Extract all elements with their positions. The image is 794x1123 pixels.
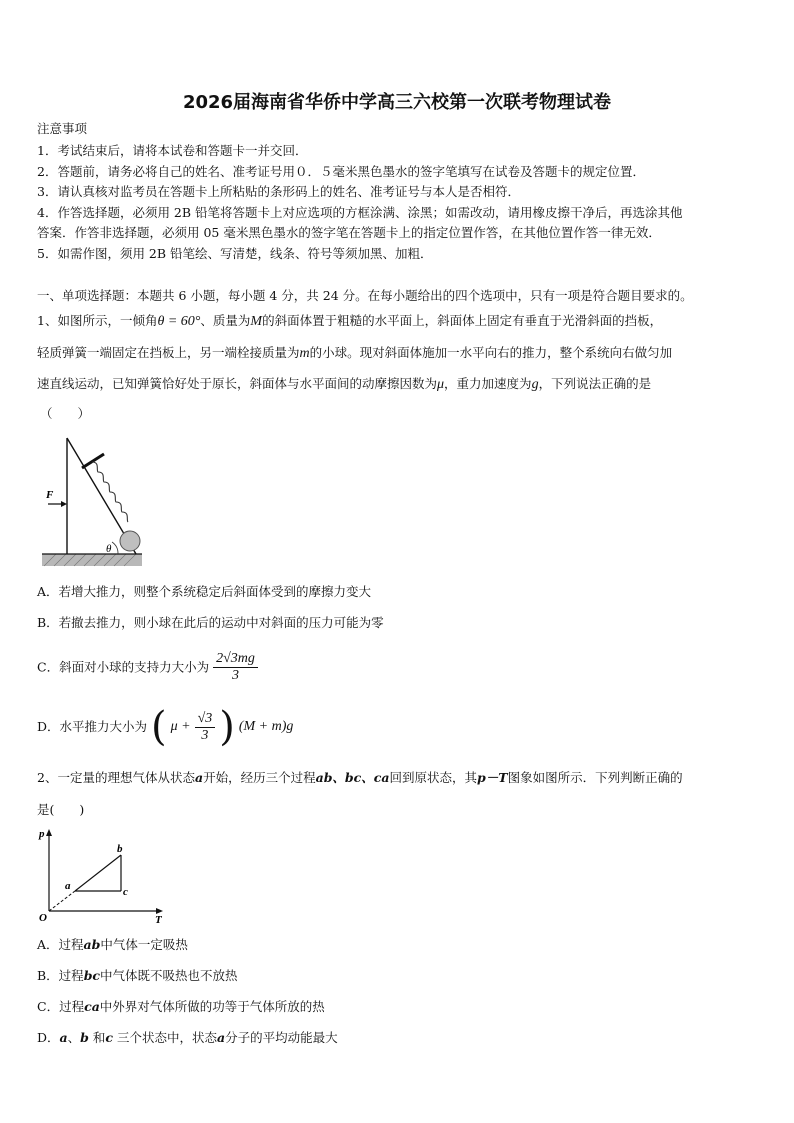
q2-pT: p－T xyxy=(477,770,508,785)
option-var: c xyxy=(105,1030,114,1045)
fraction-numerator: 2√3mg xyxy=(213,651,258,668)
q2-line-2: 是( ) xyxy=(37,802,85,817)
option-text: 三个状态中，状态 xyxy=(113,1030,217,1045)
fraction-denominator: 3 xyxy=(201,727,209,743)
q1-option-d xyxy=(37,704,294,750)
q2-option-a xyxy=(37,937,188,953)
notice-heading: 注意事项 xyxy=(37,121,88,136)
q1-figure xyxy=(40,432,155,572)
notice-item: 2．答题前，请务必将自己的姓名、准考证号用０．５毫米黑色墨水的签字笔填写在试卷及答题卡的规定位置． xyxy=(37,164,645,179)
option-text: 、 xyxy=(67,1030,81,1045)
option-text: 中气体既不吸热也不放热 xyxy=(100,968,238,983)
q1-option-a: A．若增大推力，则整个系统稳定后斜面体受到的摩擦力变大 xyxy=(37,584,372,599)
q2-text: 开始，经历三个过程 xyxy=(203,770,316,785)
label-T: T xyxy=(155,914,162,925)
q2-option-b xyxy=(37,968,238,984)
q2-line-1 xyxy=(37,770,683,786)
option-text: 中气体一定吸热 xyxy=(100,937,188,952)
option-mu: μ + xyxy=(170,719,191,734)
fraction xyxy=(213,651,258,684)
option-text: 分子的平均动能最大 xyxy=(225,1030,338,1045)
option-tail: (M + m)g xyxy=(238,719,294,734)
q1-m: m xyxy=(299,346,310,361)
notice-item: 3．请认真核对监考员在答题卡上所粘贴的条形码上的姓名、准考证号与本人是否相符． xyxy=(37,184,520,199)
option-text: A．过程 xyxy=(37,937,84,952)
label-a: a xyxy=(65,880,71,892)
label-O: O xyxy=(39,912,47,924)
option-var: bc xyxy=(83,968,101,983)
q1-g: g xyxy=(531,377,539,392)
left-paren: ( xyxy=(151,704,167,750)
option-text: 中外界对气体所做的功等于气体所放的热 xyxy=(99,999,325,1014)
dashed-extension xyxy=(49,891,75,911)
q2-text: 回到原状态，其 xyxy=(389,770,478,785)
q1-text: ，重力加速度为 xyxy=(444,376,532,391)
q2-processes: ab、bc、ca xyxy=(315,770,390,785)
q1-text: 速直线运动，已知弹簧恰好处于原长，斜面体与水平面间的动摩擦因数为 xyxy=(37,376,438,391)
option-var: a xyxy=(217,1030,226,1045)
force-arrow-head xyxy=(61,501,67,507)
q2-option-c xyxy=(37,999,325,1015)
process-ab xyxy=(75,855,121,891)
option-var: ca xyxy=(84,999,100,1014)
q1-option-b: B．若撤去推力，则小球在此后的运动中对斜面的压力可能为零 xyxy=(37,615,384,630)
label-F: F xyxy=(46,489,54,501)
q1-theta: θ = 60° xyxy=(157,314,201,329)
q2-option-d xyxy=(37,1030,338,1046)
option-var: b xyxy=(80,1030,89,1045)
q1-text: 、质量为 xyxy=(200,313,251,328)
option-text: B．过程 xyxy=(37,968,84,983)
q1-text: ，下列说法正确的是 xyxy=(538,376,652,391)
q2-var: a xyxy=(194,770,204,785)
q1-answer-blank: （ ） xyxy=(40,406,91,421)
q1-text: 的斜面体置于粗糙的水平面上，斜面体上固定有垂直于光滑斜面的挡板， xyxy=(262,313,663,328)
notice-item: 1．考试结束后，请将本试卷和答题卡一并交回． xyxy=(37,143,308,158)
ball xyxy=(120,531,140,551)
option-var: ab xyxy=(83,937,101,952)
label-p: p xyxy=(39,828,45,840)
q2-pT-graph xyxy=(35,825,170,925)
q1-line-1 xyxy=(37,313,662,330)
option-text: C．斜面对小球的支持力大小为 xyxy=(37,659,210,675)
q1-M: M xyxy=(250,314,263,329)
q1-mu: μ xyxy=(437,377,445,392)
option-text: C．过程 xyxy=(37,999,85,1014)
q1-text: 轻质弹簧一端固定在挡板上，另一端栓接质量为 xyxy=(37,345,300,360)
spring xyxy=(92,462,128,522)
notice-item: 5．如需作图，须用 2B 铅笔绘、写清楚，线条、符号等须加黑、加粗． xyxy=(37,246,433,261)
label-theta: θ xyxy=(106,543,112,555)
option-text: 和 xyxy=(88,1030,106,1045)
fraction xyxy=(195,711,216,744)
notice-item: 4．作答选择题，必须用 2B 铅笔将答题卡上对应选项的方框涂满、涂黑；如需改动，请用橡皮擦干净后，再选涂其他 xyxy=(37,205,683,220)
q1-option-c xyxy=(37,651,258,684)
label-c: c xyxy=(123,886,128,898)
option-text: D． xyxy=(37,1030,60,1045)
page-title: 2026届海南省华侨中学高三六校第一次联考物理试卷 xyxy=(182,92,612,113)
label-b: b xyxy=(117,843,123,855)
q1-text: 1、如图所示，一倾角 xyxy=(37,313,158,328)
fraction-numerator: √3 xyxy=(195,711,216,728)
q2-text: 2、一定量的理想气体从状态 xyxy=(37,770,195,785)
section-heading: 一、单项选择题：本题共 6 小题，每小题 4 分，共 24 分。在每小题给出的四个选项中，只有一项是符合题目要求的。 xyxy=(37,288,693,303)
option-text: D．水平推力大小为 xyxy=(37,719,148,734)
fraction-denominator: 3 xyxy=(231,668,239,683)
q1-text: 的小球。现对斜面体施加一水平向右的推力，整个系统向右做匀加 xyxy=(309,345,673,360)
ground xyxy=(42,554,142,566)
q2-text: 图象如图所示．下列判断正确的 xyxy=(507,770,683,785)
option-var: a xyxy=(59,1030,68,1045)
q1-line-2 xyxy=(37,345,672,362)
q1-line-3 xyxy=(37,376,651,393)
baffle xyxy=(82,454,104,468)
notice-item: 答案．作答非选择题，必须用 05 毫米黑色墨水的签字笔在答题卡上的指定位置作答，在其他位置作答一律无效． xyxy=(37,225,661,240)
right-paren: ) xyxy=(219,704,235,750)
